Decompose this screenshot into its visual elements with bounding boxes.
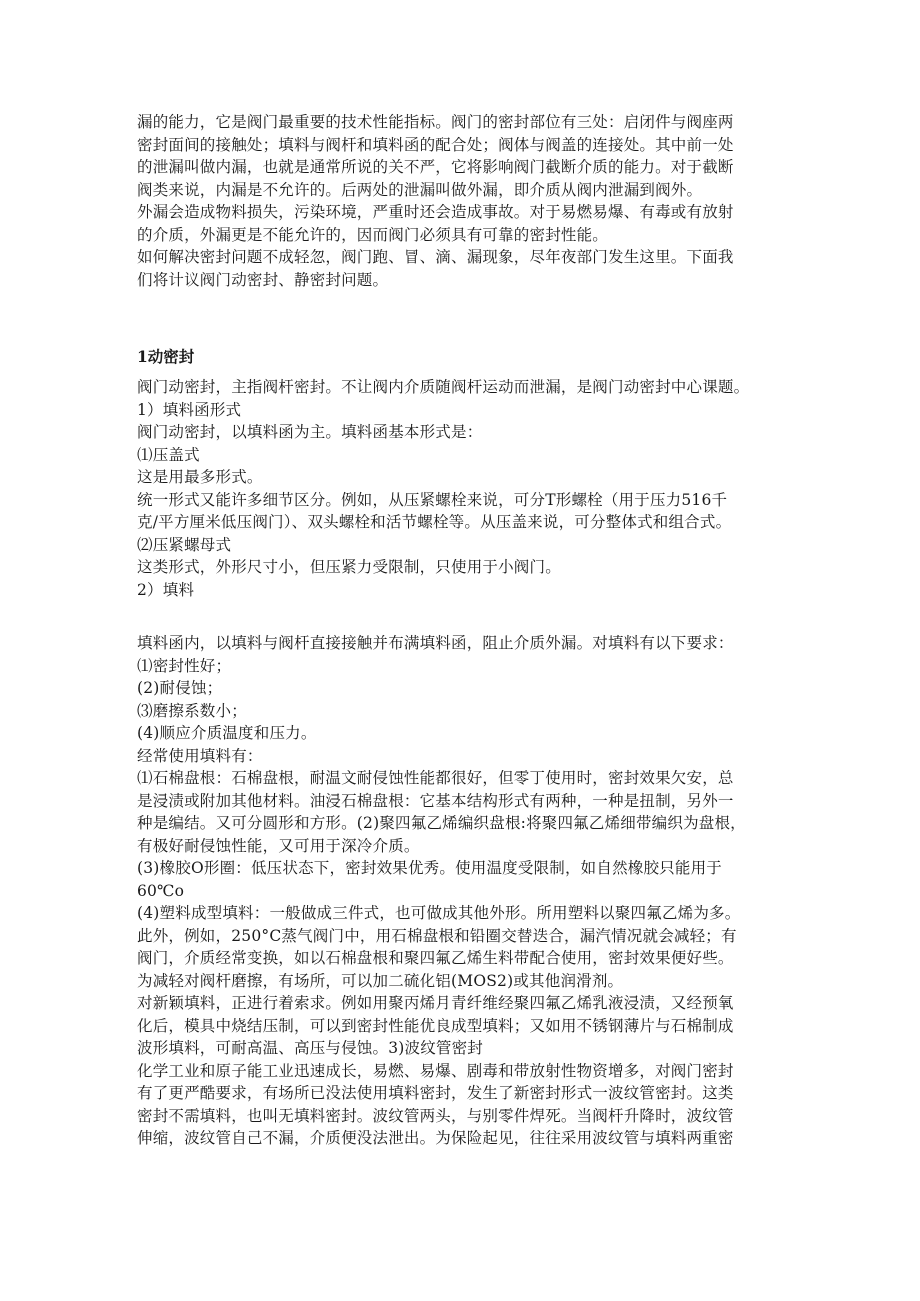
- text-line: 阀门，介质经常变换，如以石棉盘根和聚四氟乙烯生料带配合使用，密封效果便好些。: [137, 949, 734, 967]
- text-line: 的泄漏叫做内漏，也就是通常所说的关不严，它将影响阀门截断介质的能力。对于截断: [137, 158, 734, 176]
- text-line: 化后，模具中烧结压制，可以到密封性能优良成型填料；又如用不锈钢薄片与石棉制成: [137, 1016, 734, 1035]
- text-line: 密封不需填料，也叫无填料密封。波纹管两头，与别零件焊死。当阀杆升降时，波纹管: [137, 1106, 734, 1125]
- text-line: 统一形式又能许多细节区分。例如，从压紧螺栓来说，可分T形螺栓（用于压力516千: [137, 490, 728, 509]
- section1-body-a: [137, 376, 797, 601]
- text-line: 经常使用填料有：: [137, 746, 263, 765]
- text-line: 填料函内，以填料与阀杆直接接触并布满填料函，阻止介质外漏。对填料有以下要求：: [137, 634, 734, 652]
- text-line: 种是编结。又可分圆形和方形。(2)聚四氟乙烯编织盘根:将聚四氟乙烯细带编织为盘根，: [137, 814, 746, 832]
- text-line: 是浸渍或附加其他材料。油浸石棉盘根：它基本结构形式有两种，一种是扭制，另外一: [137, 791, 734, 810]
- text-line: 2）填料: [137, 580, 195, 599]
- section1-body-b: [137, 632, 797, 1150]
- text-line: 1）填料函形式: [137, 400, 242, 419]
- text-line: 们将计议阀门动密封、静密封问题。: [137, 270, 389, 289]
- text-line: 阀门动密封，以填料函为主。填料函基本形式是：: [137, 423, 483, 441]
- intro-paragraph-3: [137, 246, 797, 291]
- text-line: (4)塑料成型填料：一般做成三件式，也可做成其他外形。所用塑料以聚四氟乙烯为多。: [137, 904, 741, 922]
- text-line: 为减轻对阀杆磨擦，有场所，可以加二硫化铝(MOS2)或其他润滑剂。: [137, 971, 624, 990]
- text-line: ⑶磨擦系数小；: [137, 701, 247, 720]
- text-line: 有了更严酷要求，有场所已没法使用填料密封，发生了新密封形式一波纹管密封。这类: [137, 1084, 734, 1102]
- text-line: 克/平方厘米低压阀门）、双头螺栓和活节螺栓等。从压盖来说，可分整体式和组合式。: [137, 513, 732, 531]
- text-line: 阀门动密封，主指阀杆密封。不让阀内介质随阀杆运动而泄漏，是阀门动密封中心课题。: [137, 378, 750, 396]
- text-line: 60℃o: [137, 881, 185, 900]
- text-line: 的介质，外漏更是不能允许的，因而阀门必须具有可靠的密封性能。: [137, 225, 609, 244]
- intro-paragraph-2: [137, 201, 797, 246]
- text-line: 伸缩，波纹管自己不漏，介质便没法泄出。为保险起见，往往采用波纹管与填料两重密: [137, 1129, 734, 1147]
- text-line: 这是用最多形式。: [137, 468, 263, 486]
- text-line: 阀类来说，内漏是不允许的。后两处的泄漏叫做外漏，即介质从阀内泄漏到阀外。: [137, 180, 703, 199]
- text-line: ⑴密封性好；: [137, 656, 232, 675]
- text-line: 有极好耐侵蚀性能，又可用于深冷介质。: [137, 836, 420, 855]
- text-line: 密封面间的接触处；填料与阀杆和填料函的配合处；阀体与阀盖的连接处。其中前一处: [137, 135, 734, 154]
- text-line: 此外，例如，250°C蒸气阀门中，用石棉盘根和铅圈交替迭合，漏汽情况就会减轻；有: [137, 926, 737, 945]
- text-line: 这类形式，外形尺寸小，但压紧力受限制，只使用于小阀门。: [137, 558, 561, 576]
- text-line: ⑴石棉盘根：石棉盘根，耐温文耐侵蚀性能都很好，但零丁使用时，密封效果欠安，总: [137, 769, 734, 787]
- text-line: 如何解决密封问题不成轻忽，阀门跑、冒、滴、漏现象，尽年夜部门发生这里。下面我: [137, 248, 734, 266]
- text-line: 外漏会造成物料损失，污染环境，严重时还会造成事故。对于易燃易爆、有毒或有放射: [137, 203, 734, 221]
- text-line: 波形填料，可耐高温、高压与侵蚀。3)波纹管密封: [137, 1039, 484, 1057]
- text-line: (4)顺应介质温度和压力。: [137, 724, 317, 742]
- text-line: (2)耐侵蚀；: [137, 679, 223, 697]
- text-line: ⑵压紧螺母式: [137, 535, 232, 554]
- section-heading: 1动密封: [137, 347, 195, 366]
- intro-paragraph-1: [137, 111, 797, 201]
- text-line: ⑴压盖式: [137, 445, 200, 464]
- text-line: 对新颖填料，正进行着索求。例如用聚丙烯月青纤维经聚四氟乙烯乳液浸渍，又经预氧: [137, 994, 734, 1012]
- text-line: 漏的能力，它是阀门最重要的技术性能指标。阀门的密封部位有三处：启闭件与阀座两: [137, 113, 734, 131]
- text-line: 化学工业和原子能工业迅速成长，易燃、易爆、剧毒和带放射性物资增多，对阀门密封: [137, 1061, 734, 1080]
- text-line: (3)橡胶O形圈：低压状态下，密封效果优秀。使用温度受限制，如自然橡胶只能用于: [137, 859, 722, 877]
